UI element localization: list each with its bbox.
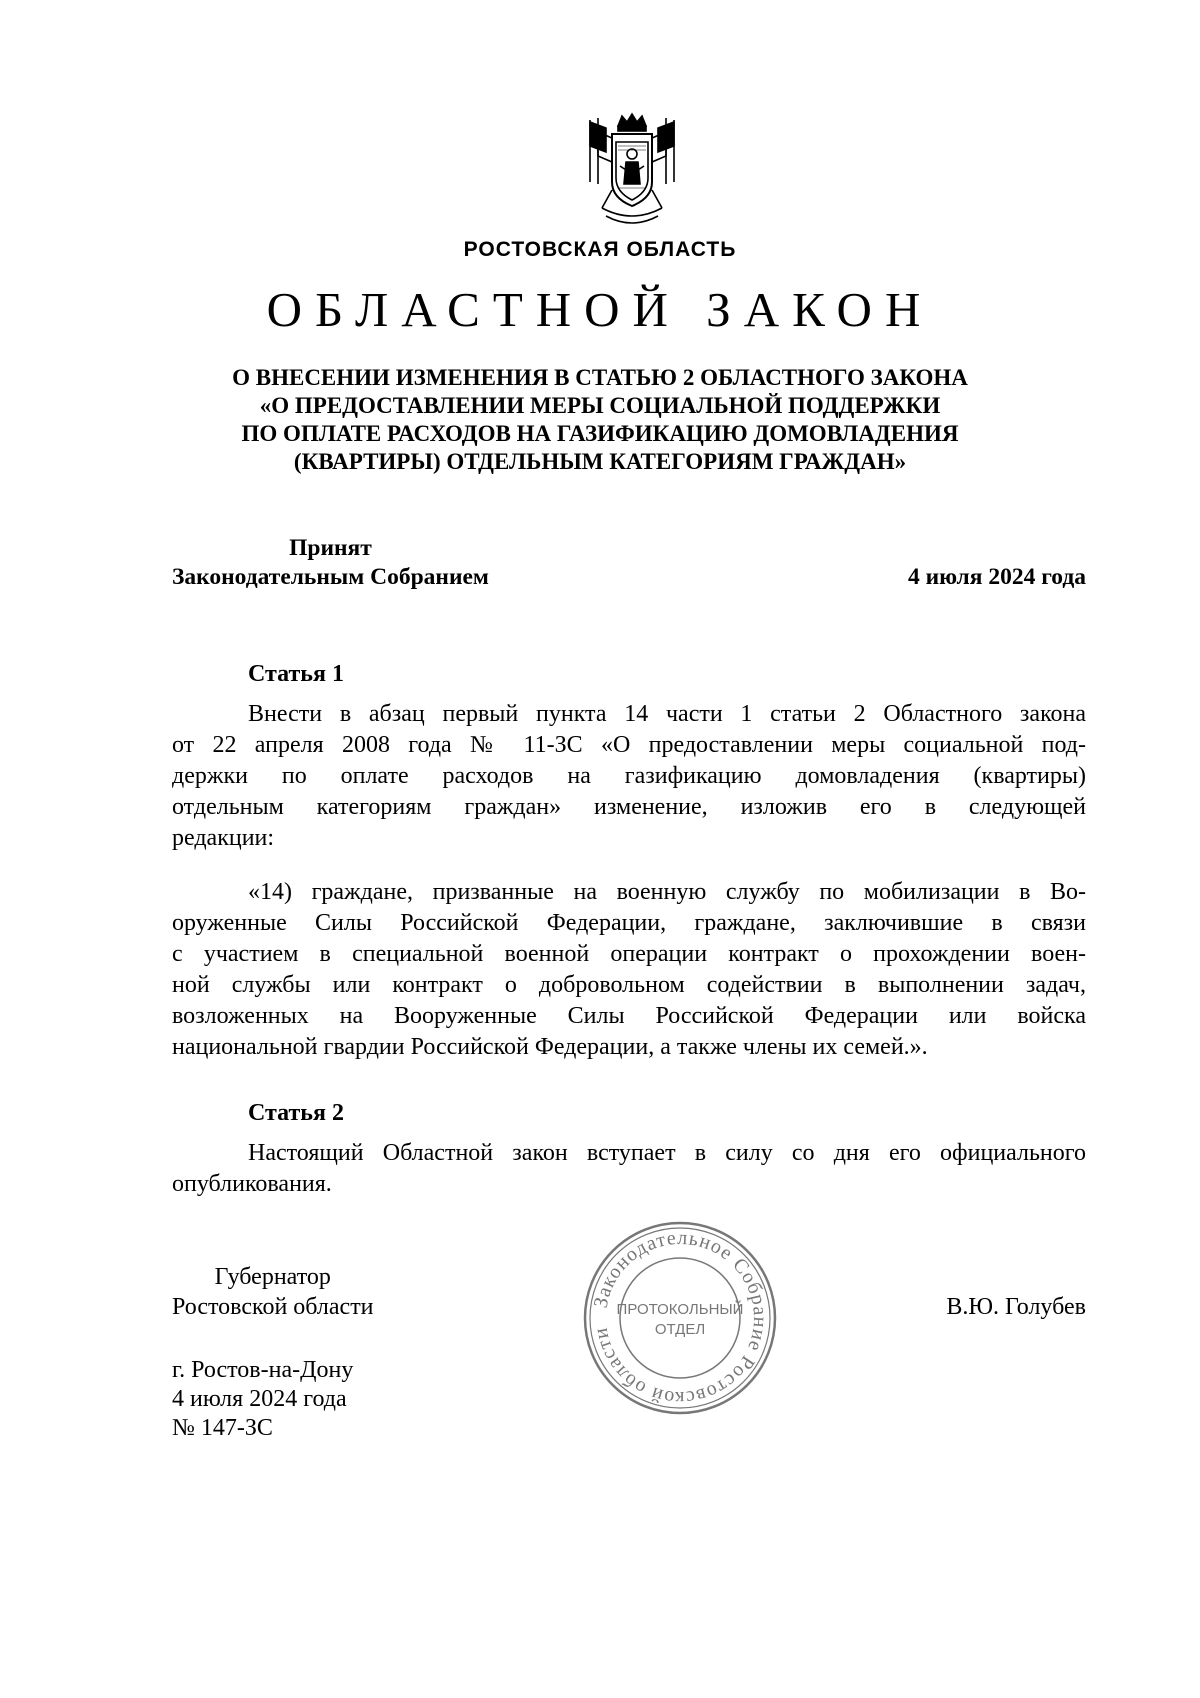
seal-center-line: ОТДЕЛ [654,1321,706,1338]
text-line: Настоящий Областной закон вступает в силу со дня его официального [248,1140,1086,1166]
adoption-body: Законодательным Собранием [172,564,489,590]
document-type: ОБЛАСТНОЙ ЗАКОН [266,282,934,337]
title-line: ПО ОПЛАТЕ РАСХОДОВ НА ГАЗИФИКАЦИЮ ДОМОВЛАДЕНИЯ [241,421,959,446]
article-1-paragraph-2 [172,877,1086,1063]
law-number: № 147-ЗС [172,1415,273,1441]
seal-center-line: ПРОТОКОЛЬНЫЙ [616,1301,744,1318]
region-name: РОСТОВСКАЯ ОБЛАСТЬ [463,238,737,261]
article-2-paragraph [172,1138,1086,1200]
article-1-paragraph-1 [172,699,1086,854]
text-line: опубликования. [172,1171,332,1197]
text-line: отдельным категориям граждан» изменение, изложив его в следующей [172,794,1086,820]
text-line: от 22 апреля 2008 года № 11-ЗС «О предоставлении меры социальной под- [172,732,1086,758]
signing-date: 4 июля 2024 года [172,1386,347,1412]
title-line: (КВАРТИРЫ) ОТДЕЛЬНЫМ КАТЕГОРИЯМ ГРАЖДАН» [293,449,907,474]
adoption-info [172,534,489,592]
signatory-position: Губернатор [214,1264,331,1290]
text-line: возложенных на Вооруженные Силы Российской Федерации или войска [172,1003,1086,1029]
text-line: Внести в абзац первый пункта 14 части 1 статьи 2 Областного закона [248,701,1086,727]
text-line: держки по оплате расходов на газификацию домовладения (квартиры) [172,763,1086,789]
text-line: «14) граждане, призванные на военную службу по мобилизации в Во- [248,879,1086,905]
adoption-date: 4 июля 2024 года [908,564,1086,590]
signatory-region: Ростовской области [172,1294,374,1320]
signatory-title [172,1262,374,1322]
text-line: редакции: [172,825,275,851]
adoption-line: Принят [289,535,372,561]
signatory-name: В.Ю. Голубев [946,1294,1086,1320]
article-2-heading: Статья 2 [248,1100,344,1126]
round-seal-icon [580,1218,780,1418]
text-line: с участием в специальной военной операции контракт о прохождении воен- [172,941,1086,967]
text-line: национальной гвардии Российской Федерации, а также члены их семей.». [172,1034,928,1060]
seal-ring-text: Законодательное Собрание Ростовской области [589,1226,772,1410]
title-line: «О ПРЕДОСТАВЛЕНИИ МЕРЫ СОЦИАЛЬНОЙ ПОДДЕРЖКИ [259,393,941,418]
title-line: О ВНЕСЕНИИ ИЗМЕНЕНИЯ В СТАТЬЮ 2 ОБЛАСТНОГО ЗАКОНА [232,365,968,390]
document-footer [172,1356,353,1443]
text-line: ной службы или контракт о добровольном содействии в выполнении задач, [172,972,1086,998]
article-1-heading: Статья 1 [248,661,344,687]
text-line: оруженные Силы Российской Федерации, граждане, заключившие в связи [172,910,1086,936]
document-title [150,364,1050,476]
signing-city: г. Ростов-на-Дону [172,1357,354,1383]
rostov-oblast-coat-of-arms-icon [582,112,682,232]
